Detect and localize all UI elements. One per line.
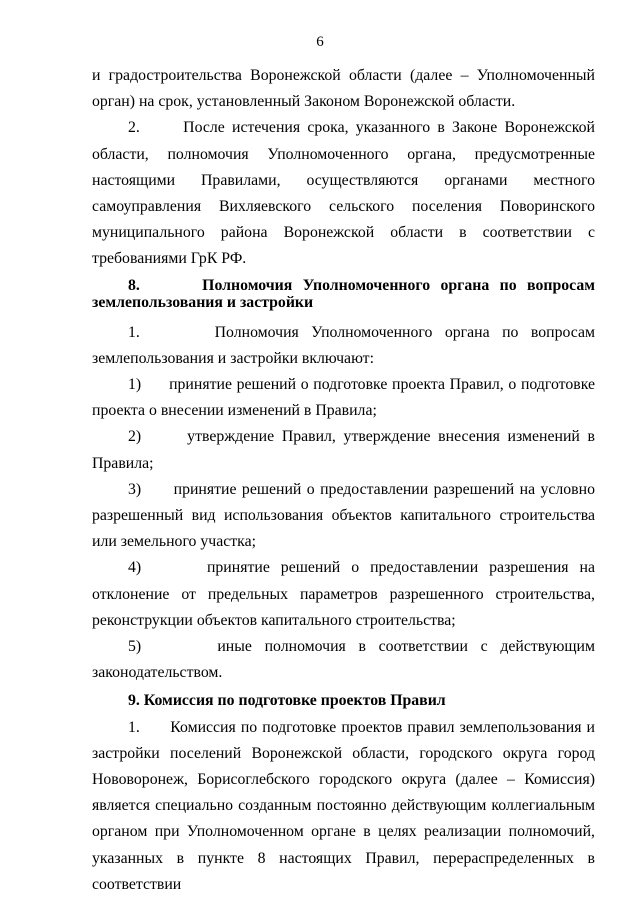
page-number: 6 [316,34,324,50]
list-item-3: 3) принятие решений о предоставлении разрешений на условно разрешенный вид использования объектов капитального строительства или земельного участка; [92,480,595,551]
section-heading-9: 9. Комиссия по подготовке проектов Правил [128,692,446,710]
list-item-2: 2) утверждение Правил, утверждение внесения изменений в Правила; [92,428,595,472]
paragraph-9-1: 1. Комиссия по подготовке проектов правил землепользования и застройки поселений Воронежской области, городского округа город Нововоронеж, Борисоглебского городского округа (далее – Комиссия) является специально созданным постоянно действующим коллегиальным органом при Уполномоченном органе в целях реализации полномочий, указанных в пункте 8 настоящих Правил, перераспределенных в соответствии [92,718,595,893]
document-body [92,63,595,898]
list-item-4: 4) принятие решений о предоставлении разрешения на отклонение от предельных параметров разрешенного строительства, реконструкции объектов капитального строительства; [92,559,595,629]
list-item-5: 5) иные полномочия в соответствии с действующим законодательством. [92,638,595,682]
list-item-1: 1) принятие решений о подготовке проекта Правил, о подготовке проекта о внесении изменений в Правила; [92,376,595,420]
paragraph-2: 2. После истечения срока, указанного в Законе Воронежской области, полномочия Уполномоченного органа, предусмотренные настоящими Правилами, осуществляются органами местного самоуправления Вихляевского сельского поселения Поворинского муниципального района Воронежской области в соответствии с требованиями ГрК РФ. [92,119,595,268]
paragraph-8-1: 1. Полномочия Уполномоченного органа по вопросам землепользования и застройки включают: [92,323,595,367]
paragraph-continuation: и градостроительства Воронежской области (далее – Уполномоченный орган) на срок, установленный Законом Воронежской области. [92,67,595,111]
section-heading-8: 8. Полномочия Уполномоченного органа по вопросам землепользования и застройки [92,276,595,311]
